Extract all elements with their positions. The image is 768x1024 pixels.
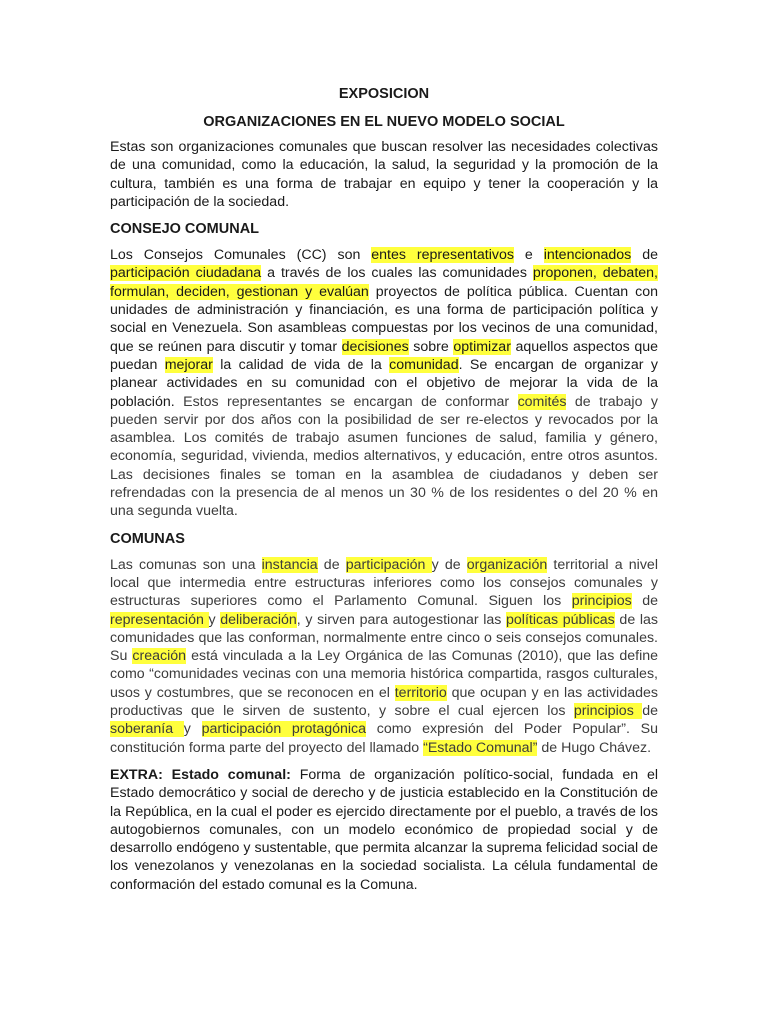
highlight-soberania: soberanía: [110, 721, 184, 738]
highlight-participacion-protagonica: participación protagónica: [201, 721, 367, 738]
comunas-text: y: [183, 721, 202, 738]
highlight-creacion: creación: [132, 648, 187, 665]
comunas-text: y de: [431, 556, 467, 573]
highlight-deliberacion: deliberación: [220, 611, 297, 628]
highlight-representacion: representación: [110, 611, 209, 628]
highlight-mejorar: mejorar: [164, 356, 213, 373]
comunas-text: Las comunas son una: [110, 556, 262, 573]
highlight-principios-2: principios: [573, 703, 643, 720]
consejo-text: a través de los cuales las comunidades: [261, 265, 533, 282]
consejo-text: la calidad de vida de la: [212, 356, 390, 373]
comunas-paragraph: [110, 556, 658, 757]
document-page: [110, 84, 658, 903]
highlight-comunidad: comunidad: [389, 356, 459, 373]
highlight-optimizar: optimizar: [453, 338, 511, 355]
highlight-proponen: proponen, debaten, formulan, deciden, gestionan y evalúan: [110, 265, 658, 300]
consejo-heading: CONSEJO COMUNAL: [110, 221, 260, 238]
consejo-text: proyectos de política pública. Cuentan con unidades de administración y financiación, es una forma de participación política y social en Venezuela. Son asambleas compuestas por los vecinos de una comunidad, que se reúnen para discutir y tomar: [110, 283, 658, 355]
comunas-text: , y sirven para autogestionar las: [296, 611, 507, 628]
comunas-text: de Hugo Chávez.: [537, 739, 652, 756]
extra-paragraph: [110, 766, 658, 894]
highlight-entes: entes representativos: [371, 247, 514, 264]
consejo-text: . Se encargan de organizar y planear actividades en su comunidad con el objetivo de mejorar la vida de la población.: [110, 356, 658, 410]
highlight-organizacion: organización: [466, 556, 548, 573]
comunas-text: como expresión del Poder Popular”. Su constitución forma parte del proyecto del llamado: [110, 721, 659, 756]
comunas-text: de: [317, 556, 346, 573]
comunas-heading: COMUNAS: [110, 530, 185, 547]
consejo-text: sobre: [408, 338, 454, 355]
consejo-text-grey: Estos representantes se encargan de conformar: [174, 393, 518, 410]
document-title: EXPOSICION: [338, 86, 430, 102]
highlight-participacion-ciudadana: participación ciudadana: [110, 265, 262, 282]
highlight-instancia: instancia: [261, 556, 318, 573]
highlight-comites: comités: [517, 393, 567, 410]
consejo-text-grey: de trabajo y pueden servir por dos años con la posibilidad de ser re-electos y revocados por la asamblea. Los comités de trabajo asumen funciones de salud, familia y género, economía, seguridad, vivienda, medios alternativos, y educación, entre otros asuntos. Las decisiones finales se toman en la asamblea de ciudadanos y deben ser refrendadas con la presencia de al menos un 30 % de los residentes o del 20 % en una segunda vuelta.: [110, 393, 658, 520]
comunas-text: y: [208, 611, 221, 628]
highlight-territorio: territorio: [394, 684, 447, 701]
consejo-text: Los Consejos Comunales (CC) son: [110, 247, 372, 264]
highlight-politicas-publicas: políticas públicas: [506, 611, 615, 628]
comunas-text: de las comunidades que las conforman, normalmente entre cinco o seis consejos comunales. Su: [110, 611, 658, 665]
highlight-decisiones: decisiones: [341, 338, 409, 355]
comunas-text: territorial a nivel local que intermedia entre estructuras inferiores como los consejos comunales y estructuras superiores como el Parlamento Comunal. Siguen los: [110, 556, 658, 610]
consejo-text: aquellos aspectos que puedan: [110, 338, 658, 373]
consejo-paragraph: [110, 246, 658, 520]
extra-label: EXTRA: Estado comunal:: [110, 766, 291, 783]
intro-paragraph: Estas son organizaciones comunales que buscan resolver las necesidades colectivas de una comunidad, como la educación, la salud, la seguridad y la promoción de la cultura, también es una forma de trabajar en equipo y tener la cooperación y la participación de la sociedad.: [110, 139, 658, 210]
highlight-participacion: participación: [345, 556, 432, 573]
highlight-estado-comunal: “Estado Comunal”: [423, 739, 538, 756]
comunas-text: de: [642, 703, 658, 720]
comunas-text: de: [631, 593, 658, 610]
comunas-text: está vinculada a la Ley Orgánica de las Comunas (2010), que las define como “comunidades vecinas con una memoria histórica compartida, rasgos culturales, usos y costumbres, que se reconocen en el: [110, 648, 659, 701]
consejo-text: e: [513, 247, 544, 264]
highlight-principios: principios: [571, 593, 632, 610]
document-subtitle: ORGANIZACIONES EN EL NUEVO MODELO SOCIAL: [203, 114, 565, 130]
comunas-text: que ocupan y en las actividades productivas que le sirven de sustento, y sobre el cual ejercen los: [110, 684, 658, 720]
consejo-text: de: [631, 247, 658, 264]
highlight-intencionados: intencionados: [543, 247, 632, 264]
extra-text: Forma de organización político-social, fundada en el Estado democrático y social de derecho y de justicia establecido en la Constitución de la República, en la cual el poder es ejercido directamente por el pueblo, a través de los autogobiernos comunales, con un modelo económico de propiedad social y de desarrollo endógeno y sustentable, que permita alcanzar la suprema felicidad social de los venezolanos y venezolanas en la sociedad socialista. La célula fundamental de conformación del estado comunal es la Comuna.: [110, 766, 658, 893]
